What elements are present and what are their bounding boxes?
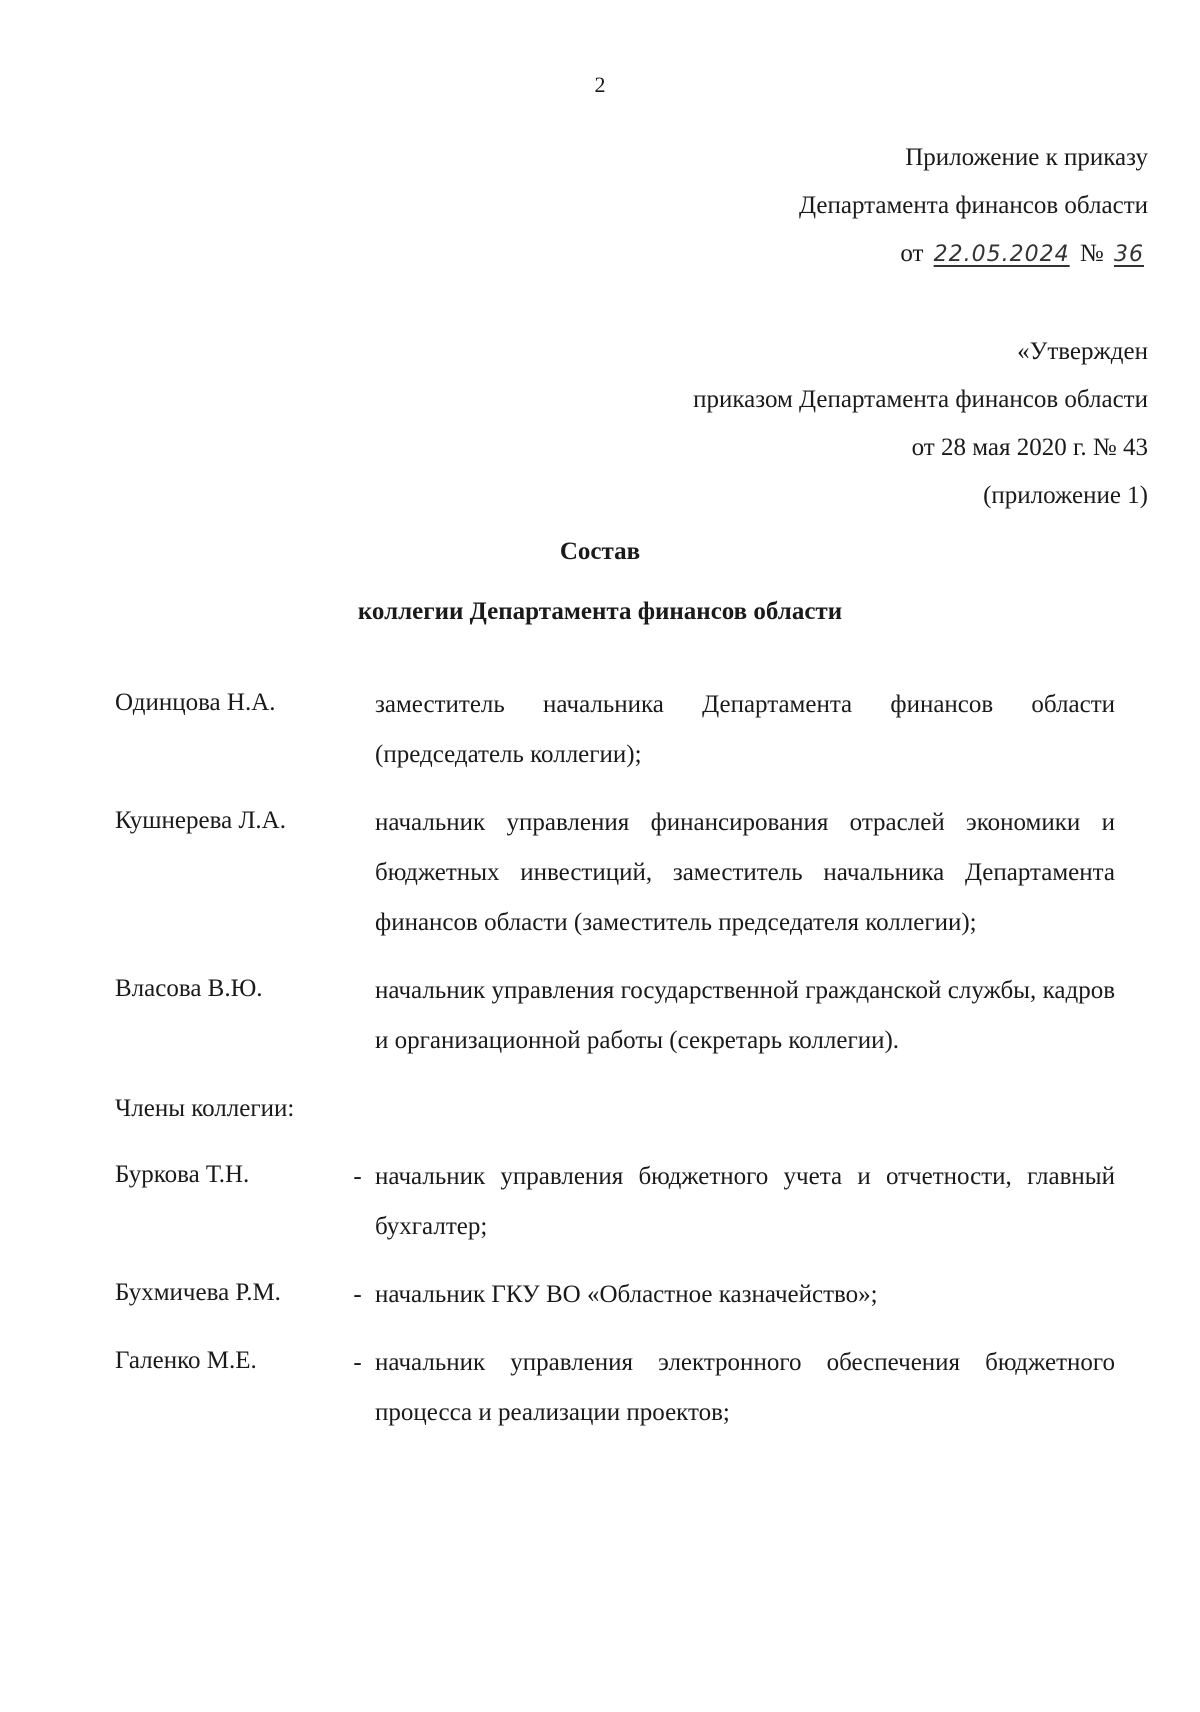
- member-dash: -: [353, 1349, 362, 1376]
- member-row: [115, 1152, 1115, 1252]
- leadership-row: [115, 966, 1115, 1066]
- member-dash: -: [353, 1281, 362, 1308]
- appendix-header: [799, 134, 1148, 279]
- appendix-number-sign: №: [1079, 240, 1104, 267]
- approval-line-3: от 28 мая 2020 г. № 43: [911, 434, 1148, 461]
- member-name: Бухмичева Р.М.: [115, 1279, 281, 1306]
- member-role: начальник ГКУ ВО «Областное казначейство»;: [375, 1281, 878, 1308]
- leadership-row: [115, 680, 1115, 780]
- page-number: 2: [594, 72, 606, 97]
- member-name: Кушнерева Л.А.: [115, 807, 286, 834]
- member-row: [115, 1270, 1115, 1320]
- leadership-row: [115, 798, 1115, 948]
- members-label: Члены коллегии:: [115, 1095, 295, 1122]
- approval-header: [693, 328, 1148, 520]
- member-name: Буркова Т.Н.: [115, 1161, 250, 1188]
- approval-line-4: (приложение 1): [983, 482, 1148, 509]
- member-name: Одинцова Н.А.: [115, 689, 276, 716]
- member-row: [115, 1338, 1115, 1438]
- member-role: заместитель начальника Департамента финансов области (председатель коллегии);: [375, 691, 1115, 768]
- appendix-date-handwritten: 22.05.2024: [933, 242, 1070, 267]
- member-role: начальник управления электронного обеспечения бюджетного процесса и реализации проектов;: [375, 1349, 1115, 1426]
- title-line-1: Состав: [559, 538, 641, 565]
- member-role: начальник управления государственной гражданской службы, кадров и организационной работы (секретарь коллегии).: [375, 977, 1115, 1054]
- title-line-2: коллегии Департамента финансов области: [357, 598, 843, 625]
- member-role: начальник управления финансирования отраслей экономики и бюджетных инвестиций, заместитель начальника Департамента финансов области (заместитель председателя коллегии);: [375, 809, 1115, 936]
- appendix-line-1: Приложение к приказу: [905, 144, 1148, 171]
- approval-line-1: «Утвержден: [1017, 338, 1148, 365]
- appendix-date-prefix: от: [900, 240, 924, 267]
- appendix-date-line: [799, 230, 1148, 279]
- approval-line-2: приказом Департамента финансов области: [693, 386, 1148, 413]
- member-dash: -: [353, 1163, 362, 1190]
- appendix-number-handwritten: 36: [1114, 242, 1144, 267]
- member-name: Галенко М.Е.: [115, 1347, 257, 1374]
- member-role: начальник управления бюджетного учета и отчетности, главный бухгалтер;: [375, 1163, 1115, 1240]
- document-title: [0, 522, 1200, 642]
- member-name: Власова В.Ю.: [115, 975, 263, 1002]
- appendix-line-2: Департамента финансов области: [799, 192, 1148, 219]
- collegium-composition: [115, 680, 1115, 1438]
